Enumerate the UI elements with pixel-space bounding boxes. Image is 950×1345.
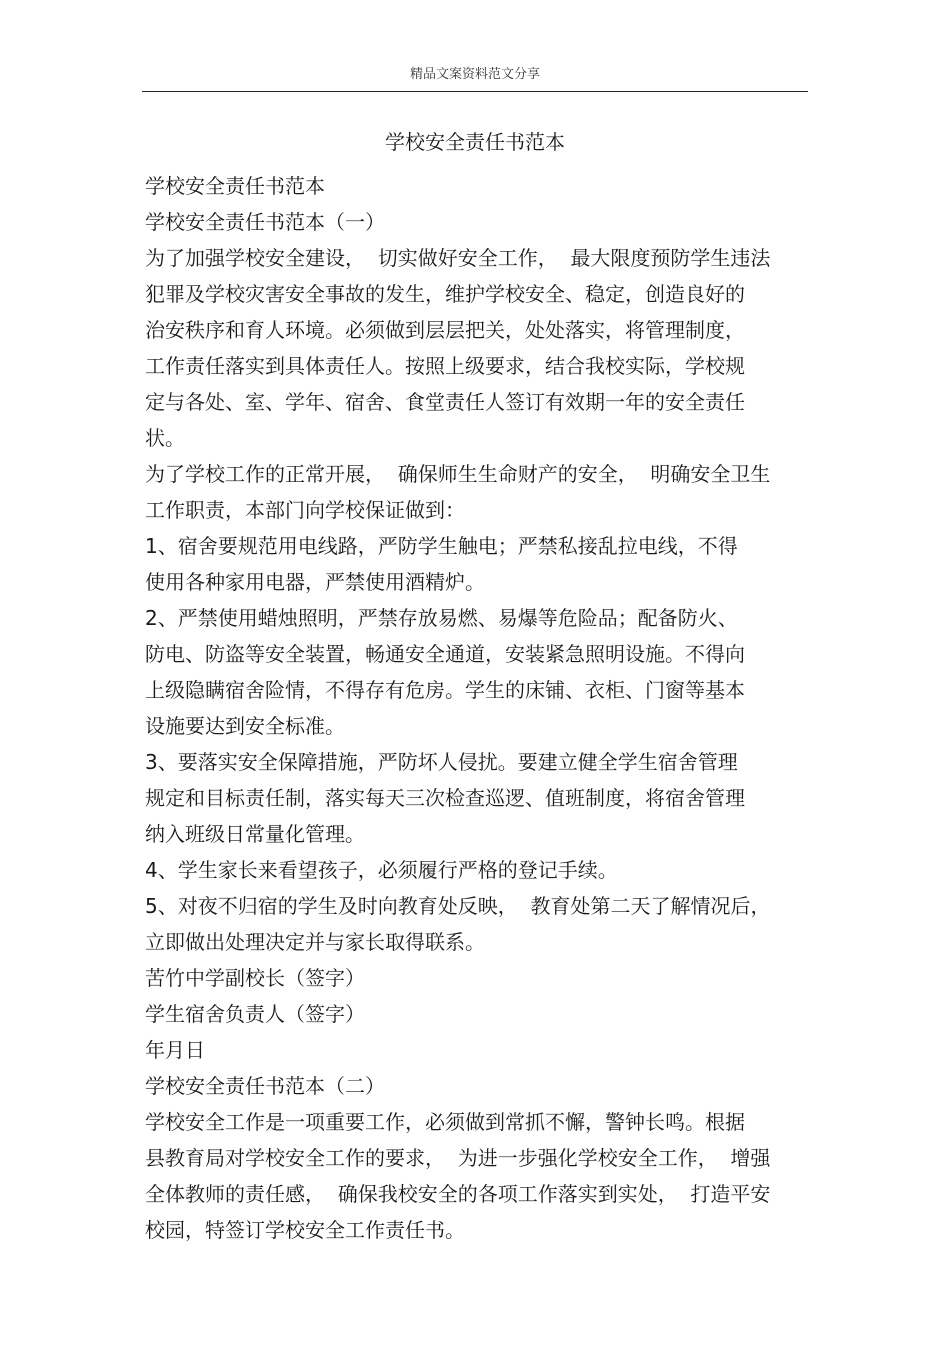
document-body [145, 168, 815, 1248]
paragraph-line: 状。 [145, 426, 185, 450]
paragraph-line: 4、学生家长来看望孩子，必须履行严格的登记手续。 [145, 858, 618, 882]
paragraph-line: 2、严禁使用蜡烛照明，严禁存放易燃、易爆等危险品；配备防火、 [145, 606, 738, 630]
paragraph-line: 犯罪及学校灾害安全事故的发生，维护学校安全、稳定，创造良好的 [145, 282, 745, 306]
paragraph-line: 工作职责，本部门向学校保证做到： [145, 498, 465, 522]
paragraph-line: 定与各处、室、学年、宿舍、食堂责任人签订有效期一年的安全责任 [145, 390, 745, 414]
paragraph-line: 苦竹中学副校长（签字） [145, 966, 365, 990]
paragraph-line: 学校安全责任书范本 [145, 174, 325, 198]
paragraph-line: 学校安全责任书范本（一） [145, 210, 385, 234]
paragraph-line: 1、宿舍要规范用电线路，严防学生触电；严禁私接乱拉电线，不得 [145, 534, 738, 558]
paragraph-line: 纳入班级日常量化管理。 [145, 822, 365, 846]
paragraph-line: 设施要达到安全标准。 [145, 714, 345, 738]
paragraph-line: 县教育局对学校安全工作的要求， 为进一步强化学校安全工作， 增强 [145, 1146, 771, 1170]
document-title: 学校安全责任书范本 [385, 130, 565, 154]
paragraph-line: 为了学校工作的正常开展， 确保师生生命财产的安全， 明确安全卫生 [145, 462, 771, 486]
paragraph-line: 校园，特签订学校安全工作责任书。 [145, 1218, 465, 1242]
paragraph-line: 学校安全责任书范本（二） [145, 1074, 385, 1098]
paragraph-line: 为了加强学校安全建设， 切实做好安全工作， 最大限度预防学生违法 [145, 246, 771, 270]
paragraph-line: 立即做出处理决定并与家长取得联系。 [145, 930, 485, 954]
paragraph-line: 年月日 [145, 1038, 205, 1062]
paragraph-line: 学生宿舍负责人（签字） [145, 1002, 365, 1026]
paragraph-line: 防电、防盗等安全装置，畅通安全通道，安装紧急照明设施。不得向 [145, 642, 745, 666]
page-header: 精品文案资料范文分享 [409, 67, 540, 82]
paragraph-line: 上级隐瞒宿舍险情，不得存有危房。学生的床铺、衣柜、门窗等基本 [145, 678, 745, 702]
paragraph-line: 全体教师的责任感， 确保我校安全的各项工作落实到实处， 打造平安 [145, 1182, 771, 1206]
header-divider [142, 91, 808, 92]
paragraph-line: 治安秩序和育人环境。必须做到层层把关，处处落实，将管理制度， [145, 318, 745, 342]
paragraph-line: 使用各种家用电器，严禁使用酒精炉。 [145, 570, 485, 594]
paragraph-line: 3、要落实安全保障措施，严防坏人侵扰。要建立健全学生宿舍管理 [145, 750, 738, 774]
paragraph-line: 学校安全工作是一项重要工作，必须做到常抓不懈，警钟长鸣。根据 [145, 1110, 745, 1134]
paragraph-line: 工作责任落实到具体责任人。按照上级要求，结合我校实际，学校规 [145, 354, 745, 378]
paragraph-line: 规定和目标责任制，落实每天三次检查巡逻、值班制度，将宿舍管理 [145, 786, 745, 810]
paragraph-line: 5、对夜不归宿的学生及时向教育处反映， 教育处第二天了解情况后， [145, 894, 771, 918]
